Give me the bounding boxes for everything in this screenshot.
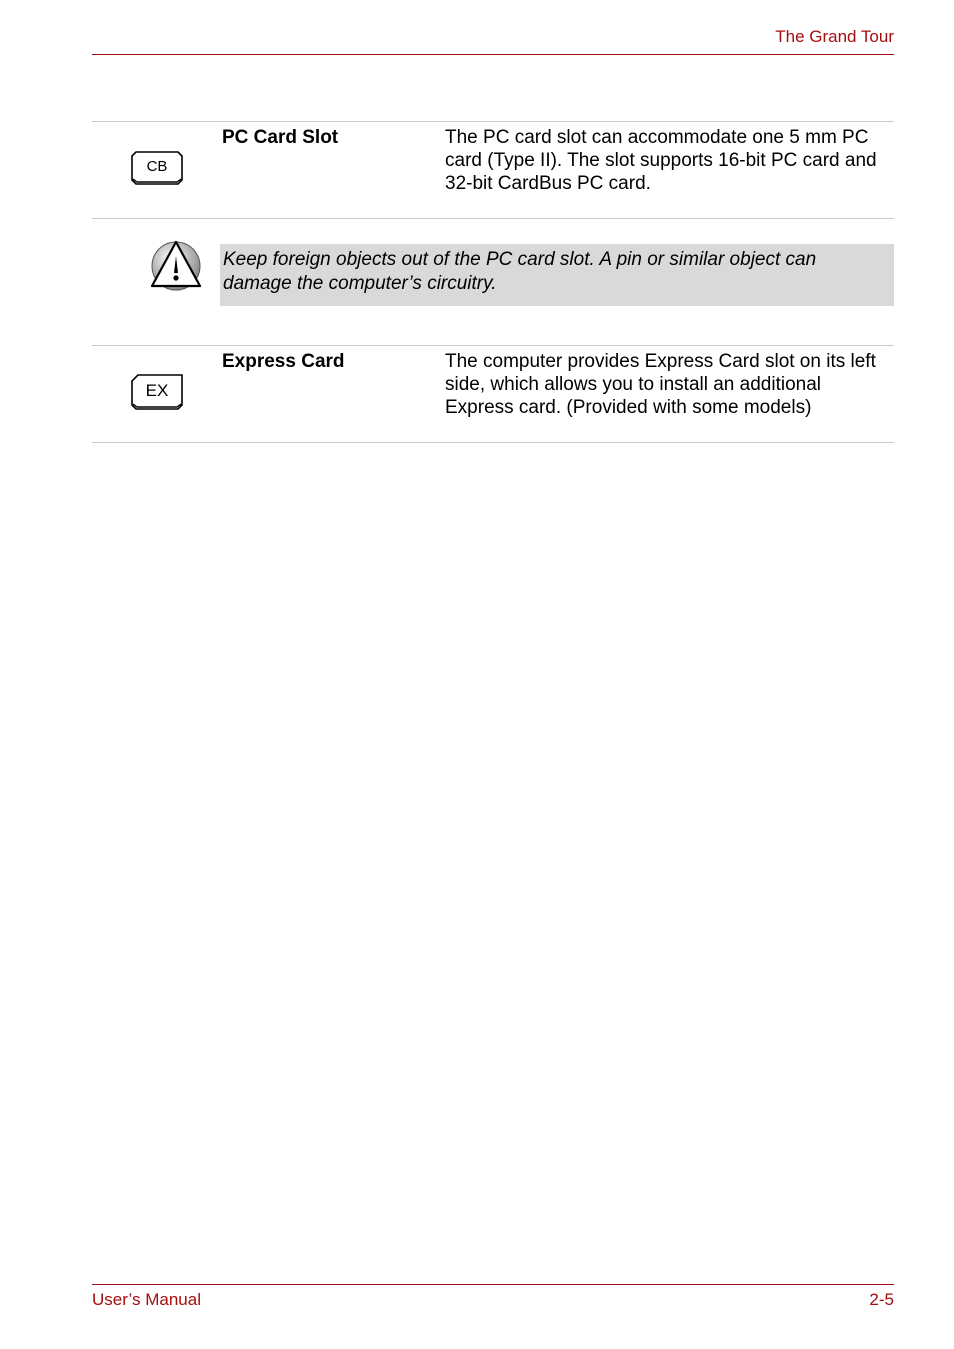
- express-card-description: The computer provides Express Card slot on its left side, which allows you to install an additional Express card. (Provided with some models): [445, 351, 876, 418]
- expresscard-icon: [130, 374, 184, 410]
- footer-rule: [92, 1284, 894, 1285]
- cardbus-icon: [130, 151, 184, 185]
- pc-card-slot-term: PC Card Slot: [222, 127, 339, 148]
- caution-box: [220, 244, 894, 306]
- row-bottom-rule: [92, 442, 894, 443]
- express-card-term: Express Card: [222, 351, 345, 372]
- page-number: 2-5: [869, 1290, 894, 1309]
- header-title: The Grand Tour: [775, 27, 894, 46]
- footer-manual-title: User’s Manual: [92, 1290, 201, 1309]
- pc-card-slot-description: The PC card slot can accommodate one 5 mm PC card (Type II). The slot supports 16-bit PC card and 32-bit CardBus PC card.: [445, 127, 877, 194]
- caution-text: Keep foreign objects out of the PC card slot. A pin or similar object can damage the computer’s circuitry.: [223, 249, 817, 294]
- warning-triangle-icon: [150, 238, 202, 292]
- cardbus-icon-label: CB: [146, 158, 168, 175]
- row-top-rule: [92, 345, 894, 346]
- row-bottom-rule: [92, 218, 894, 219]
- row-top-rule: [92, 121, 894, 122]
- expresscard-icon-label: EX: [145, 381, 169, 400]
- header-rule: [92, 54, 894, 55]
